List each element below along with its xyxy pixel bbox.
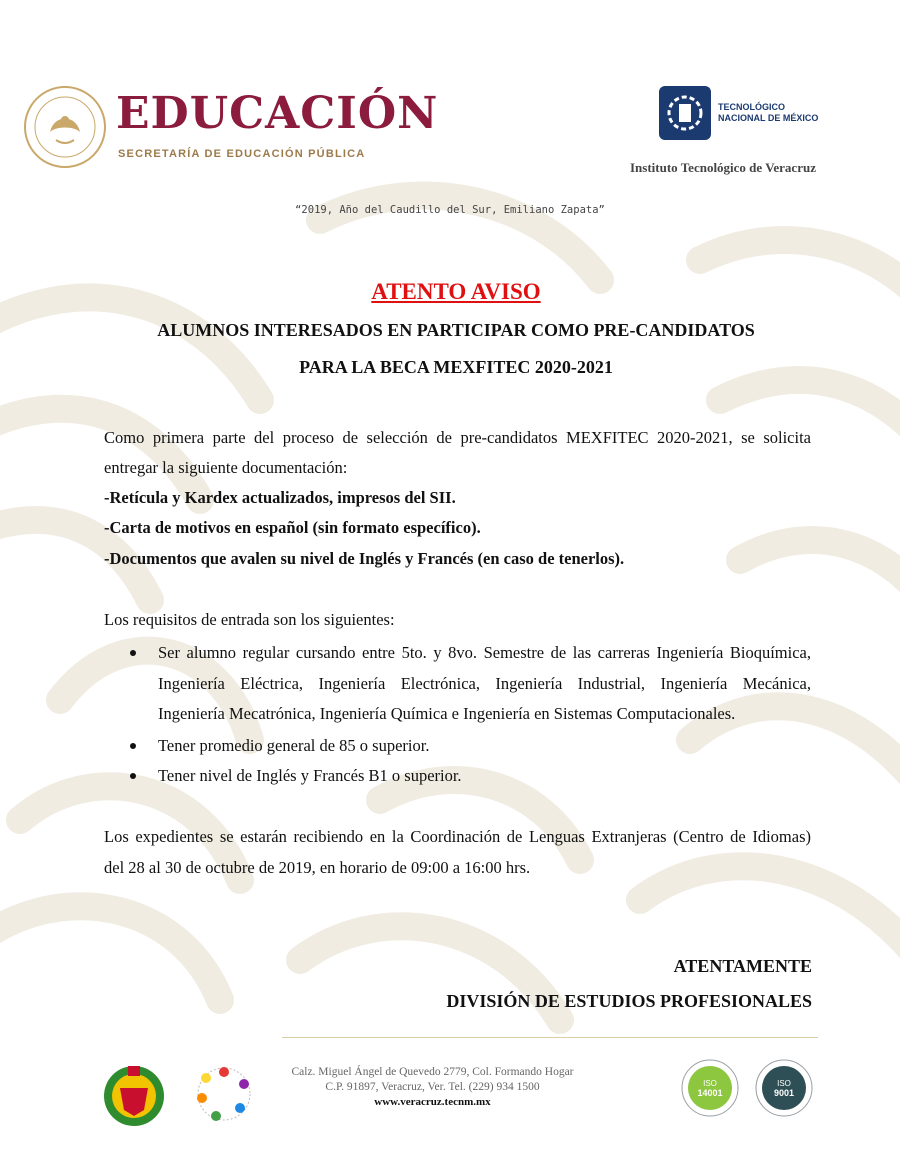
iso-9001-badge xyxy=(754,1058,814,1118)
requirement-1-line2: Ingeniería Eléctrica, Ingeniería Electrónica, Ingeniería Industrial, Ingeniería Mecánica, xyxy=(158,674,811,693)
iso-14001-badge xyxy=(680,1058,740,1118)
signature-department: DIVISIÓN DE ESTUDIOS PROFESIONALES xyxy=(446,991,812,1011)
iso-9001-number: 9001 xyxy=(773,1088,795,1098)
tecnm-name xyxy=(718,102,818,124)
footer-address-line1: Calz. Miguel Ángel de Quevedo 2779, Col. Formando Hogar xyxy=(291,1066,574,1078)
bullet-icon xyxy=(130,743,136,749)
notice-subtitle-line2: PARA LA BECA MEXFITEC 2020-2021 xyxy=(299,357,613,377)
tecnm-logo xyxy=(655,82,715,144)
bullet-icon xyxy=(130,650,136,656)
signature-greeting: ATENTAMENTE xyxy=(673,956,812,976)
closing-line2: del 28 al 30 de octubre de 2019, en horario de 09:00 a 16:00 hrs. xyxy=(104,858,531,877)
iso-label: ISO xyxy=(777,1079,791,1088)
iso-14001-number: 14001 xyxy=(697,1088,723,1098)
intro-line1: Como primera parte del proceso de selección de pre-candidatos MEXFITEC 2020-2021, se solicita xyxy=(104,428,811,447)
requirement-1-line1: Ser alumno regular cursando entre 5to. y 8vo. Semestre de las carreras Ingeniería Bioquímica, xyxy=(158,643,811,662)
footer-divider xyxy=(282,1037,818,1038)
document-item: -Carta de motivos en español (sin formato específico). xyxy=(104,518,481,537)
education-subtitle: SECRETARÍA DE EDUCACIÓN PÚBLICA xyxy=(118,148,366,160)
notice-subtitle-line1: ALUMNOS INTERESADOS EN PARTICIPAR COMO PRE-CANDIDATOS xyxy=(157,320,755,340)
document-item: -Documentos que avalen su nivel de Inglés y Francés (en caso de tenerlos). xyxy=(104,549,625,568)
footer-website-link[interactable]: www.veracruz.tecnm.mx xyxy=(374,1096,491,1108)
requirement-2: Tener promedio general de 85 o superior. xyxy=(158,736,430,755)
requirement-3: Tener nivel de Inglés y Francés B1 o superior. xyxy=(158,766,462,785)
education-title: EDUCACIÓN xyxy=(116,88,439,139)
iso-label: ISO xyxy=(703,1079,717,1088)
bullet-icon xyxy=(130,773,136,779)
institute-name: Instituto Tecnológico de Veracruz xyxy=(630,160,816,175)
closing-line1: Los expedientes se estarán recibiendo en la Coordinación de Lenguas Extranjeras (Centro de Idiomas) xyxy=(104,827,811,846)
intro-line2: entregar la siguiente documentación: xyxy=(104,458,348,477)
language-center-logo xyxy=(186,1058,262,1130)
background-watermark xyxy=(0,180,900,1080)
itv-shield-logo xyxy=(98,1058,170,1130)
requirements-intro: Los requisitos de entrada son los siguientes: xyxy=(104,610,395,629)
tecnm-name-line2: NACIONAL DE MÉXICO xyxy=(718,113,819,123)
mexico-coat-of-arms-seal xyxy=(22,84,108,170)
requirement-1-line3: Ingeniería Mecatrónica, Ingeniería Química e Ingeniería en Sistemas Computacionales. xyxy=(158,704,736,723)
footer-address-line2: C.P. 91897, Veracruz, Ver. Tel. (229) 934 1500 xyxy=(325,1081,540,1093)
document-item: -Retícula y Kardex actualizados, impresos del SII. xyxy=(104,488,456,507)
year-motto: “2019, Año del Caudillo del Sur, Emiliano Zapata” xyxy=(295,204,605,216)
tecnm-name-line1: TECNOLÓGICO xyxy=(718,102,785,112)
notice-title: ATENTO AVISO xyxy=(371,279,541,304)
